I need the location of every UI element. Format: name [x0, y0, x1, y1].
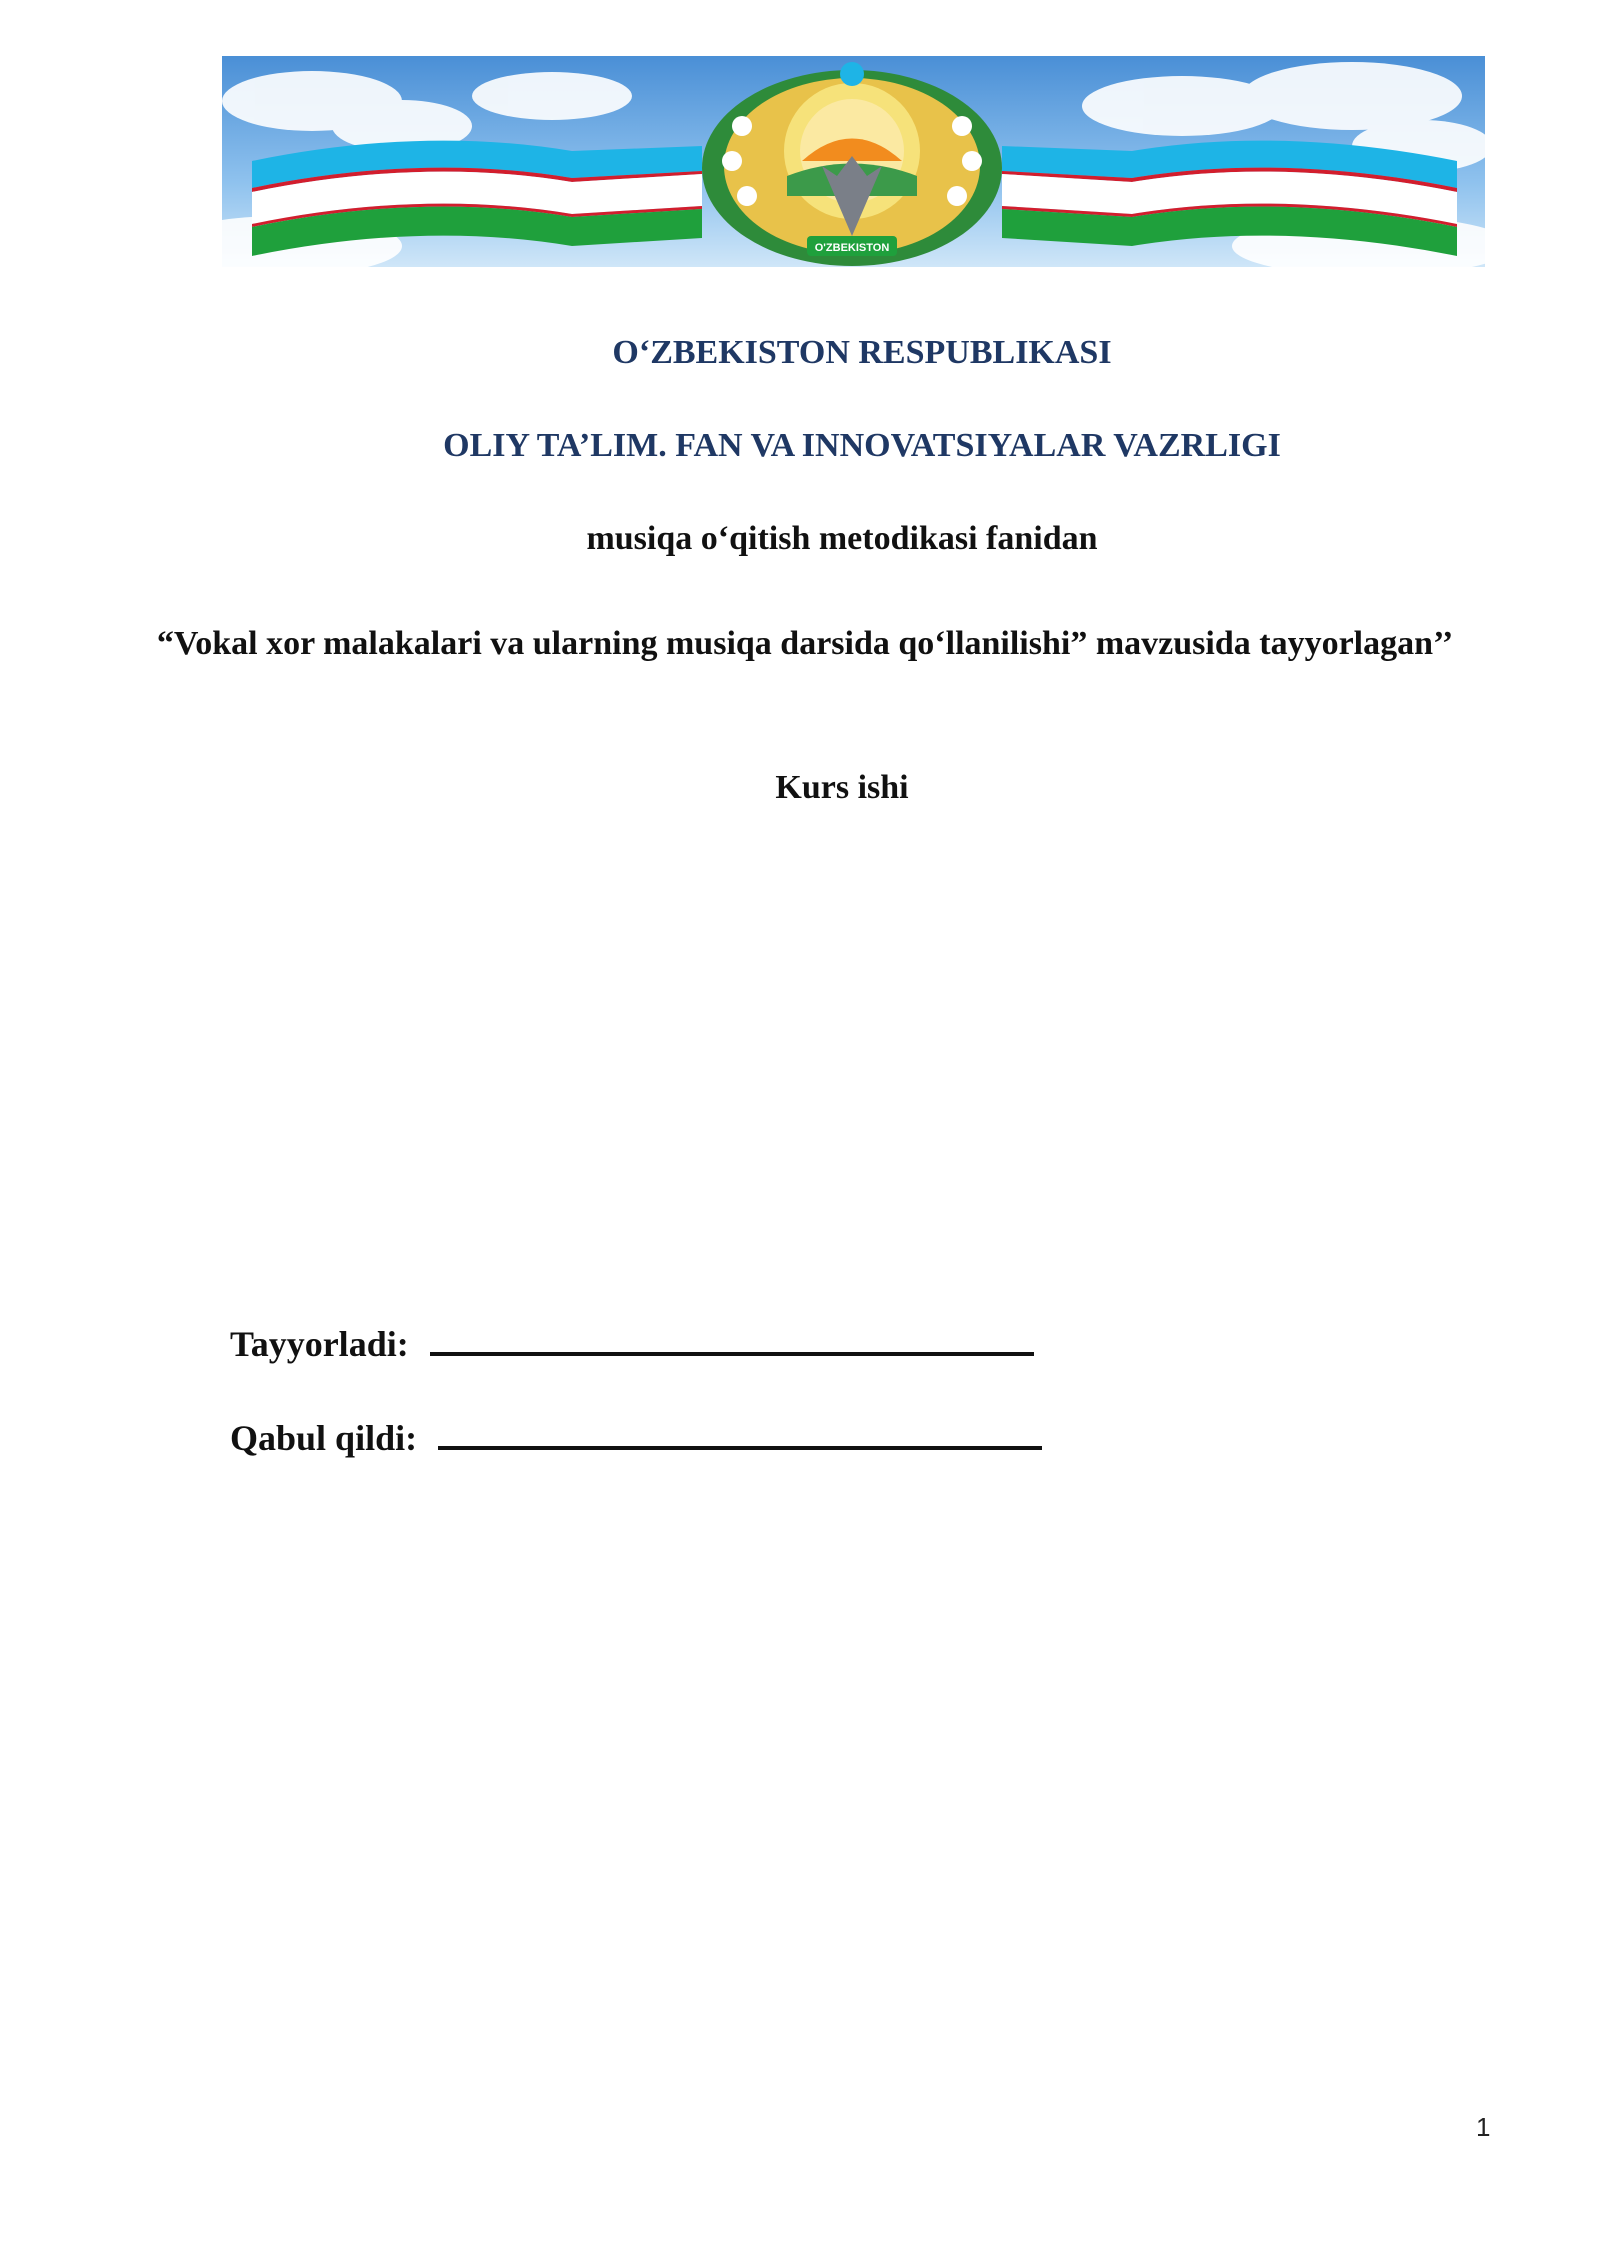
emblem-label: O'ZBEKISTON [814, 242, 890, 254]
prepared-by-row [230, 1323, 1034, 1365]
flag-banner-image [222, 56, 1485, 267]
republic-heading: O‘ZBEKISTON RESPUBLIKASI [612, 334, 1112, 371]
header-banner [222, 56, 1485, 267]
page-number: 1 [1476, 2112, 1491, 2142]
accepted-by-row [230, 1417, 1042, 1459]
accepted-by-label: Qabul qildi: [230, 1418, 418, 1458]
subject-line: musiqa o‘qitish metodikasi fanidan [586, 520, 1098, 557]
accepted-by-field [438, 1446, 1042, 1450]
prepared-by-field [430, 1352, 1034, 1356]
prepared-by-label: Tayyorladi: [230, 1324, 409, 1364]
ministry-heading: OLIY TA’LIM. FAN VA INNOVATSIYALAR VAZRLIGI [443, 427, 1281, 464]
topic-title: “Vokal xor malakalari va ularning musiqa darsida qo‘llanilishi” mavzusida tayyorlagan’’ [156, 625, 1454, 662]
document-type: Kurs ishi [775, 769, 909, 806]
